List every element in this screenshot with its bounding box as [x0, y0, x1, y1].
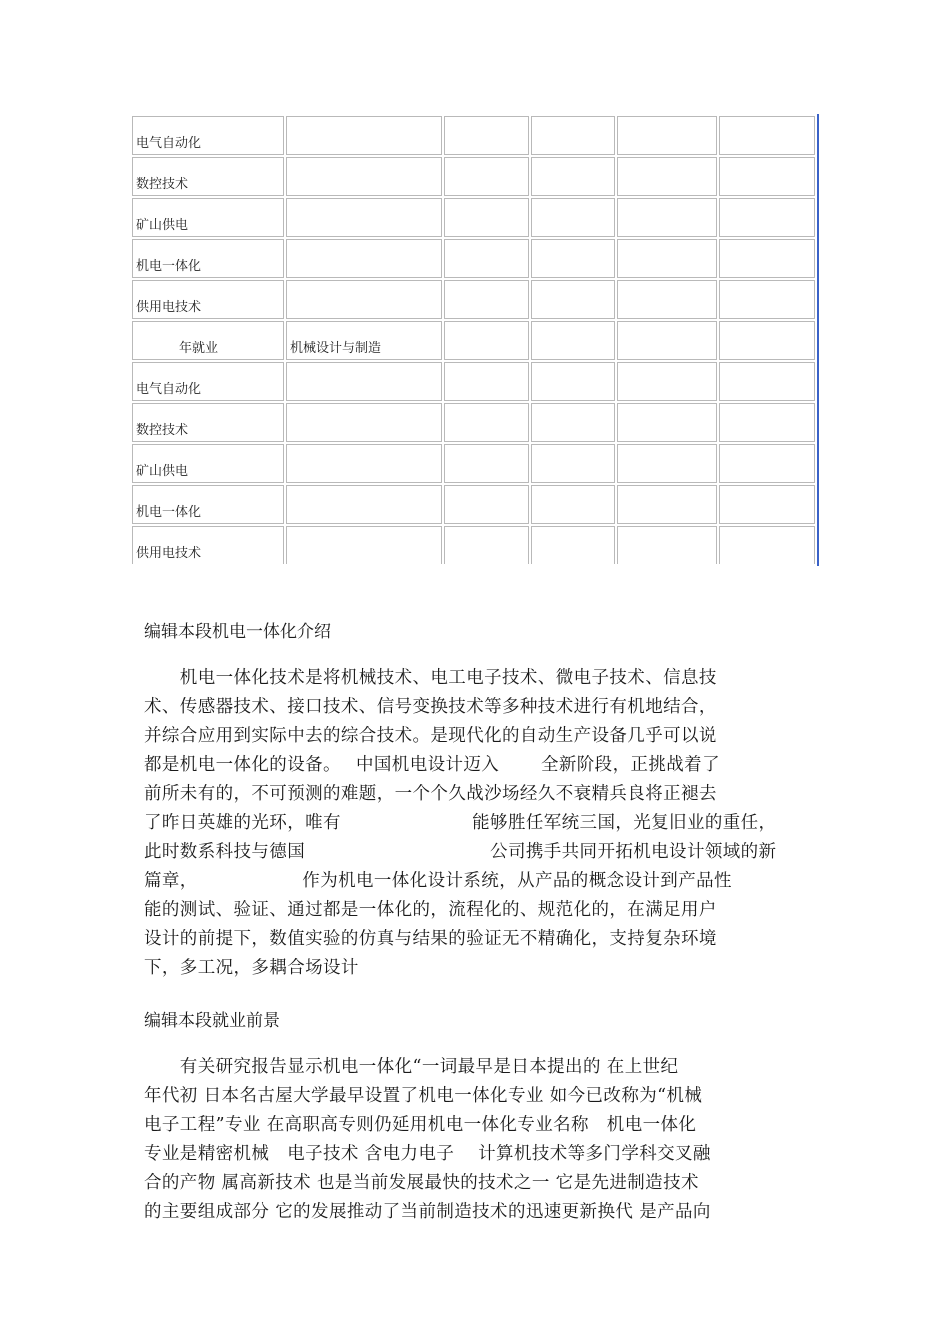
table-cell [617, 403, 717, 442]
table-cell [286, 280, 442, 319]
text-line: 下，多工况，多耦合场设计 [144, 958, 359, 978]
table-cell [444, 362, 529, 401]
table-cell-text [445, 233, 528, 236]
table-cell-text [618, 274, 716, 277]
table-cell [286, 362, 442, 401]
table-cell [444, 485, 529, 524]
table-cell-text [287, 315, 441, 318]
table-cell [132, 526, 284, 564]
table-cell [132, 280, 284, 319]
table-cell [286, 198, 442, 237]
table-cell [719, 362, 815, 401]
table-cell-text [287, 520, 441, 523]
table-cell [617, 116, 717, 155]
table-cell [444, 403, 529, 442]
table-cell-text [445, 397, 528, 400]
table-cell-text: 年就业 [179, 341, 219, 356]
table-cell [286, 444, 442, 483]
table-cell-text [532, 479, 614, 482]
table-row [132, 485, 815, 524]
text-line: 术、传感器技术、接口技术、信号变换技术等多种技术进行有机地结合， [144, 697, 717, 717]
table-cell-text [532, 397, 614, 400]
table-cell-text [532, 315, 614, 318]
table-cell [719, 403, 815, 442]
table-cell [286, 239, 442, 278]
table-cell [719, 116, 815, 155]
table-cell-text [618, 315, 716, 318]
table-cell-text [532, 561, 614, 564]
table-row [132, 280, 815, 319]
section-heading-intro: 编辑本段机电一体化介绍 [144, 622, 331, 642]
table-cell [531, 116, 615, 155]
table-cell [444, 280, 529, 319]
table-cell [132, 403, 284, 442]
table-cell [444, 321, 529, 360]
table-cell [531, 444, 615, 483]
table-cell-text [618, 356, 716, 359]
table-cell [444, 444, 529, 483]
table-cell-text [532, 151, 614, 154]
text-line: 能的测试、验证、通过都是一体化的，流程化的、规范化的，在满足用户 [144, 900, 717, 920]
table-cell-text [532, 356, 614, 359]
table-cell-text [445, 356, 528, 359]
table-cell [719, 157, 815, 196]
table-cell [444, 116, 529, 155]
text-line: 并综合应用到实际中去的综合技术。是现代化的自动生产设备几乎可以说 [144, 726, 717, 746]
table-cell-text [720, 397, 814, 400]
table-cell [531, 157, 615, 196]
intro-paragraph [144, 664, 809, 983]
table-cell [531, 239, 615, 278]
table-cell [719, 239, 815, 278]
table-cell [286, 157, 442, 196]
table-cell-text [532, 192, 614, 195]
table-cell [444, 157, 529, 196]
table-cell-text: 电气自动化 [136, 136, 202, 151]
table-cell-text: 数控技术 [136, 177, 189, 192]
text-line: 都是机电一体化的设备。 中国机电设计迈入 全新阶段，正挑战着了 [144, 755, 720, 775]
table-cell [286, 116, 442, 155]
table-cell-text [532, 233, 614, 236]
table-cell-text [445, 192, 528, 195]
table-row [132, 526, 815, 564]
table-cell [132, 198, 284, 237]
table-cell-text: 电气自动化 [136, 382, 202, 397]
table-cell-text [532, 274, 614, 277]
table-cell-text [287, 233, 441, 236]
table-cell-text [618, 479, 716, 482]
text-line: 此时数系科技与德国 公司携手共同开拓机电设计领域的新 [144, 842, 777, 862]
table-cell-text [287, 151, 441, 154]
table-cell [531, 485, 615, 524]
table-row [132, 239, 815, 278]
table-cell [617, 157, 717, 196]
table-cell-text [618, 520, 716, 523]
text-line: 了昨日英雄的光环，唯有 能够胜任军统三国，光复旧业的重任， [144, 813, 777, 833]
table-cell-text: 机电一体化 [136, 259, 202, 274]
table-cell [617, 280, 717, 319]
table-cell [719, 485, 815, 524]
section-heading-prospects: 编辑本段就业前景 [144, 1011, 280, 1031]
text-line: 专业是精密机械 电子技术 含电力电子 计算机技术等多门学科交叉融 [144, 1144, 711, 1164]
text-line: 电子工程”专业 在高职高专则仍延用机电一体化专业名称 机电一体化 [144, 1115, 697, 1135]
text-line: 篇章， 作为机电一体化设计系统，从产品的概念设计到产品性 [144, 871, 732, 891]
table-cell-text: 数控技术 [136, 423, 189, 438]
text-line: 机电一体化技术是将机械技术、电工电子技术、微电子技术、信息技 [144, 668, 717, 688]
table-cell [132, 321, 284, 360]
table-cell-text [287, 274, 441, 277]
table-cell [286, 526, 442, 564]
table-cell [531, 526, 615, 564]
text-line: 合的产物 属高新技术 也是当前发展最快的技术之一 它是先进制造技术 [144, 1173, 699, 1193]
table-row [132, 116, 815, 155]
table-cell-text [445, 520, 528, 523]
table-cell-text: 供用电技术 [136, 546, 202, 561]
table-cell [286, 485, 442, 524]
table-cell-text [720, 192, 814, 195]
table-cell-text: 矿山供电 [136, 218, 189, 233]
table-cell [617, 362, 717, 401]
table-cell [132, 239, 284, 278]
text-line: 年代初 日本名古屋大学最早设置了机电一体化专业 如今已改称为“机械 [144, 1086, 703, 1106]
table-cell [132, 485, 284, 524]
table-cell [617, 198, 717, 237]
table-cell [719, 198, 815, 237]
table-cell [617, 444, 717, 483]
table-cell-text [618, 233, 716, 236]
table-cell [719, 444, 815, 483]
table-cell-text: 供用电技术 [136, 300, 202, 315]
table-cell [444, 239, 529, 278]
table-cell [286, 321, 442, 360]
table-row [132, 157, 815, 196]
table-cell [531, 198, 615, 237]
table-cell [617, 485, 717, 524]
table-cell [617, 239, 717, 278]
table-cell [617, 526, 717, 564]
table-cell-text [287, 479, 441, 482]
table-cell-text [287, 397, 441, 400]
table-cell-text [618, 397, 716, 400]
table-cell-text: 机械设计与制造 [290, 341, 382, 356]
table-cell-text [720, 356, 814, 359]
table-cell-text [720, 315, 814, 318]
table-cell [132, 444, 284, 483]
table-cell-text [618, 561, 716, 564]
table-cell-text [618, 438, 716, 441]
table-row [132, 198, 815, 237]
table-row [132, 362, 815, 401]
employment-table [130, 114, 819, 566]
table-cell [531, 321, 615, 360]
table-cell-text: 矿山供电 [136, 464, 189, 479]
table-cell-text [445, 315, 528, 318]
text-line: 前所未有的，不可预测的难题，一个个久战沙场经久不衰精兵良将正褪去 [144, 784, 717, 804]
table-cell [531, 362, 615, 401]
table-cell-text [287, 192, 441, 195]
table-cell-text [618, 192, 716, 195]
table-cell-text [532, 438, 614, 441]
table-cell-text [720, 438, 814, 441]
table-cell-text [720, 233, 814, 236]
table-cell [719, 321, 815, 360]
table-cell-text [445, 479, 528, 482]
table-cell [132, 116, 284, 155]
table-cell [132, 362, 284, 401]
table-cell-text [618, 151, 716, 154]
table-cell [719, 526, 815, 564]
text-line: 有关研究报告显示机电一体化“一词最早是日本提出的 在上世纪 [144, 1057, 679, 1077]
table-cell-text [532, 520, 614, 523]
table-cell-text [445, 274, 528, 277]
table-cell-text [445, 438, 528, 441]
table-cell [617, 321, 717, 360]
table-cell [286, 403, 442, 442]
table-cell-text [720, 520, 814, 523]
table-cell-text [720, 561, 814, 564]
table-cell-text [720, 151, 814, 154]
table-cell-text [720, 479, 814, 482]
table-cell [531, 280, 615, 319]
table-row [132, 403, 815, 442]
table-cell [719, 280, 815, 319]
text-line: 设计的前提下，数值实验的仿真与结果的验证无不精确化，支持复杂环境 [144, 929, 717, 949]
table-cell-text [445, 151, 528, 154]
table-row [132, 321, 815, 360]
table-cell-text [287, 561, 441, 564]
table-cell-text: 机电一体化 [136, 505, 202, 520]
table-cell [444, 198, 529, 237]
table-cell-text [445, 561, 528, 564]
table-cell-text [287, 438, 441, 441]
table-cell [444, 526, 529, 564]
table-cell [132, 157, 284, 196]
table-cell [531, 403, 615, 442]
prospects-paragraph [144, 1053, 809, 1227]
text-line: 的主要组成部分 它的发展推动了当前制造技术的迅速更新换代 是产品向 [144, 1202, 711, 1222]
table-cell-text [720, 274, 814, 277]
table-row [132, 444, 815, 483]
